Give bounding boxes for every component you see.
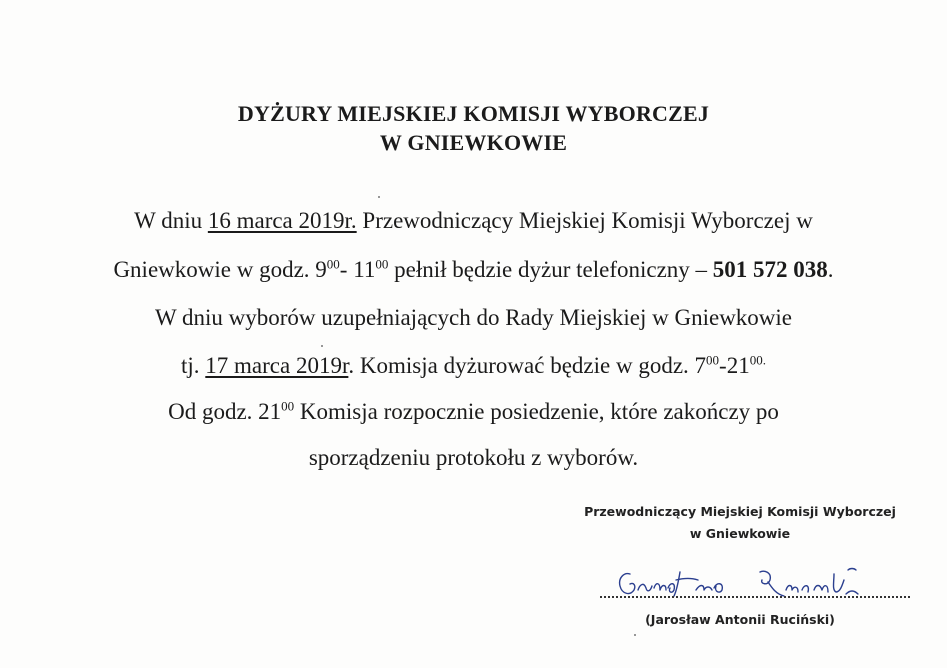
signatory-name: (Jarosław Antonii Ruciński) xyxy=(645,612,835,627)
text: Komisja rozpocznie posiedzenie, które zakończy po xyxy=(294,399,779,424)
superscript: 00 xyxy=(375,256,389,272)
signatory-role-line-2: w Gniewkowie xyxy=(689,526,791,541)
scan-speck xyxy=(634,634,636,636)
date-16-march: 16 marca 2019r. xyxy=(207,208,357,233)
text: Gniewkowie w godz. 9 xyxy=(113,257,327,282)
body-line-6: sporządzeniu protokołu z wyborów. xyxy=(308,445,639,470)
phone-number: 501 572 038 xyxy=(712,257,828,282)
body-line-2 xyxy=(0,255,947,285)
text: -21 xyxy=(719,353,750,378)
scan-speck xyxy=(321,345,323,347)
signature-dotted-line xyxy=(600,596,910,598)
date-17-march: 17 marca 2019r xyxy=(205,353,349,378)
handwritten-signature xyxy=(600,562,920,612)
text: - 11 xyxy=(339,257,376,282)
document-title-line-1: DYŻURY MIEJSKIEJ KOMISJI WYBORCZEJ xyxy=(237,101,710,126)
body-line-3: W dniu wyborów uzupełniających do Rady Miejskiej w Gniewkowie xyxy=(154,305,793,330)
signatory-role-line-1: Przewodniczący Miejskiej Komisji Wyborczej xyxy=(584,504,896,519)
superscript: 00 xyxy=(706,352,720,368)
text: W dniu xyxy=(134,208,208,233)
body-line-4 xyxy=(0,351,947,381)
superscript: 00 xyxy=(281,398,295,414)
superscript: 00. xyxy=(749,352,766,368)
document-title-line-2: W GNIEWKOWIE xyxy=(379,130,568,155)
text: pełnił będzie dyżur telefoniczny – xyxy=(388,257,713,282)
scan-speck xyxy=(378,196,380,198)
text: . xyxy=(827,257,834,282)
body-line-5 xyxy=(0,397,947,427)
text: Przewodniczący Miejskiej Komisji Wyborczej w xyxy=(356,208,813,233)
text: Od godz. 21 xyxy=(168,399,282,424)
superscript: 00 xyxy=(326,256,340,272)
body-line-1 xyxy=(0,206,947,236)
text: . Komisja dyżurować będzie w godz. 7 xyxy=(348,353,707,378)
text: tj. xyxy=(181,353,206,378)
